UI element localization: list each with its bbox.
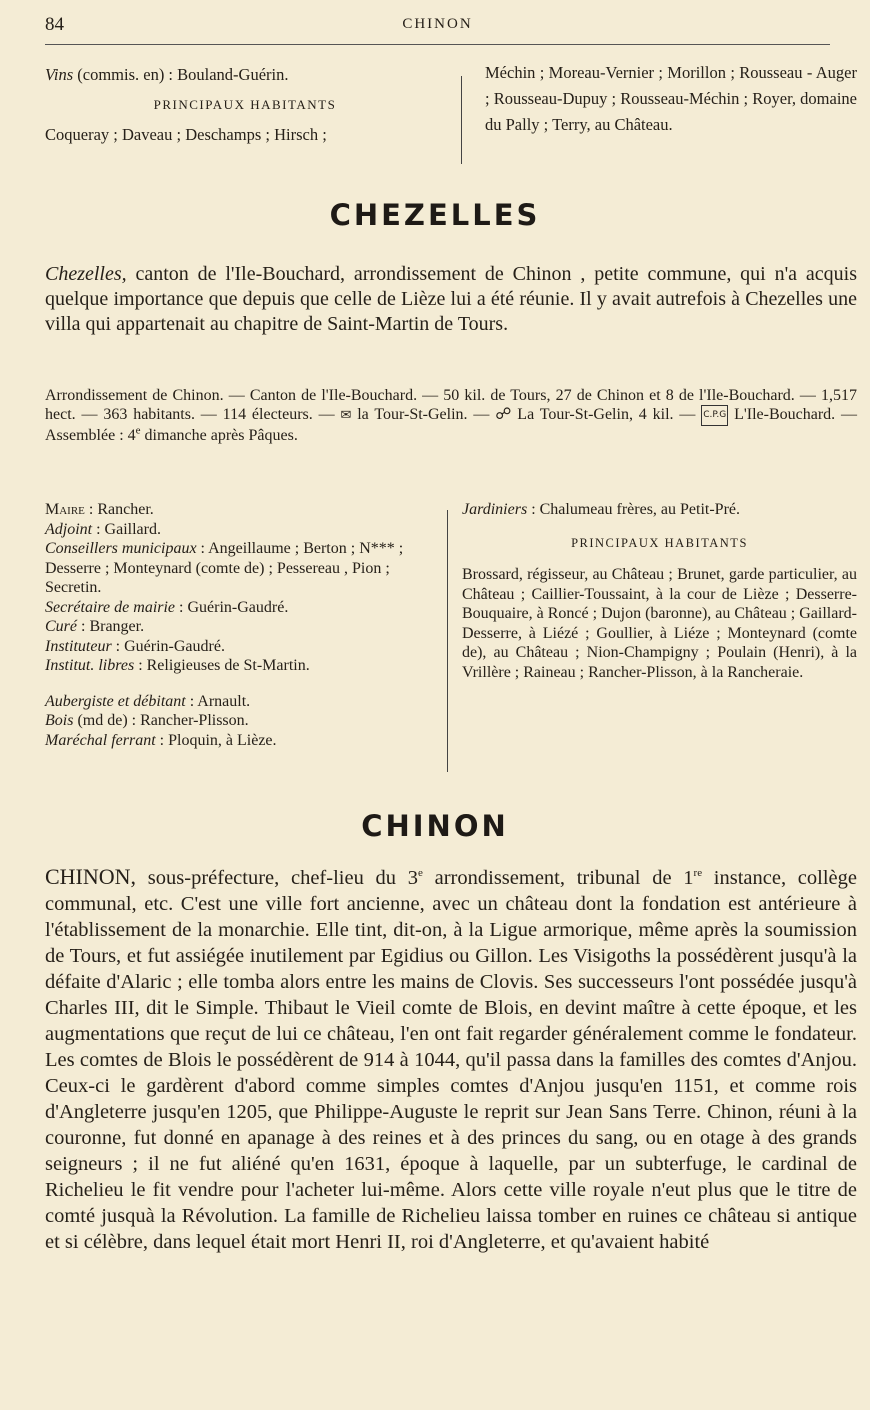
column-gap bbox=[45, 676, 435, 692]
aubergiste-label: Aubergiste et débitant bbox=[45, 692, 186, 710]
vins-label: Vins bbox=[45, 65, 74, 84]
chinon-sup-2: re bbox=[693, 867, 703, 880]
stats-part-c: La Tour-St-Gelin, 4 kil. — bbox=[511, 406, 702, 424]
previous-entry-left bbox=[45, 60, 445, 150]
cure-line bbox=[45, 617, 435, 637]
marechal-line bbox=[45, 731, 435, 751]
maire-line bbox=[45, 500, 435, 520]
maire-label: Maire bbox=[45, 501, 85, 518]
stats-part-d: L'Ile-Bouchard. — Assemblée : 4 bbox=[45, 406, 858, 444]
section-title-chinon: CHINON bbox=[361, 809, 509, 843]
jardiniers-label: Jardiniers bbox=[462, 501, 528, 518]
vins-value: (commis. en) : Bouland-Guérin. bbox=[73, 65, 289, 84]
chezelles-statistics bbox=[45, 386, 857, 445]
cure-label: Curé bbox=[45, 618, 77, 635]
running-header bbox=[45, 14, 830, 42]
chinon-text bbox=[45, 864, 857, 1255]
stats-sup: e bbox=[135, 424, 141, 437]
chezelles-residents-column bbox=[462, 500, 857, 682]
chezelles-officials-column bbox=[45, 500, 435, 750]
adjoint-label: Adjoint bbox=[45, 520, 93, 538]
header-rule bbox=[45, 44, 830, 45]
conseillers-value: : Angeillaume ; Berton ; N*** ; Desserre ; Monteynard (comte de) ; Pessereau , Pion ; Secretin. bbox=[45, 540, 404, 596]
conseillers-label: Conseillers municipaux bbox=[45, 540, 197, 557]
institut-libres-value: : Religieuses de St-Martin. bbox=[134, 657, 310, 674]
marechal-value: : Ploquin, à Lièze. bbox=[155, 731, 277, 749]
conseillers-line bbox=[45, 539, 435, 598]
habitants-line: Coqueray ; Daveau ; Deschamps ; Hirsch ; bbox=[45, 125, 327, 144]
telegraph-icon: ☍ bbox=[495, 406, 512, 424]
chezelles-intro bbox=[45, 262, 857, 337]
stats-part-b: la Tour-St-Gelin. — bbox=[351, 406, 496, 424]
chezelles-intro-text: canton de l'Ile-Bouchard, arrondissement de Chinon , petite commune, qui n'a acquis quelque importance que depuis que celle de Lièze lui a été réunie. Il y avait autrefois à Chezelles une villa qui appartenait au chapitre de Saint-Martin de Tours. bbox=[45, 263, 857, 335]
marechal-label: Maréchal ferrant bbox=[45, 731, 156, 749]
cpg-icon: C.P.G bbox=[701, 405, 728, 426]
bois-label: Bois bbox=[45, 712, 74, 729]
chinon-name: CHINON, bbox=[45, 864, 137, 889]
chezelles-intro-lead: Chezelles, bbox=[45, 263, 127, 285]
maire-value: : Rancher. bbox=[84, 501, 154, 518]
chinon-text-a: sous-préfecture, chef-lieu du 3 bbox=[136, 867, 419, 889]
institut-libres-label: Institut. libres bbox=[45, 657, 135, 674]
section-title-chezelles: CHEZELLES bbox=[329, 198, 541, 232]
chinon-text-b: arrondissement, tribunal de 1 bbox=[422, 867, 694, 889]
institut-libres-line bbox=[45, 656, 435, 676]
chinon-sup-1: e bbox=[418, 867, 423, 880]
secretaire-value: : Guérin-Gaudré. bbox=[175, 598, 289, 616]
stats-part-e: dimanche après Pâques. bbox=[140, 427, 298, 444]
instituteur-value: : Guérin-Gaudré. bbox=[111, 637, 225, 655]
adjoint-value: : Gaillard. bbox=[92, 520, 161, 538]
previous-entry-right: Méchin ; Moreau-Vernier ; Morillon ; Rousseau - Auger ; Rousseau-Dupuy ; Rousseau-Méchin ; Royer, domaine du Pally ; Terry, au Château. bbox=[485, 63, 857, 134]
bois-value: (md de) : Rancher-Plisson. bbox=[73, 712, 249, 729]
vins-line bbox=[45, 60, 445, 90]
page-number: 84 bbox=[45, 14, 64, 35]
jardiniers-line bbox=[462, 500, 857, 520]
chinon-text-c: instance, collège communal, etc. C'est une ville fort ancienne, avec un château dont la fondation est antérieure à l'établissement de la monarchie. Elle tint, dit-on, à la Ligue armorique, même après la soumission de Tours, et fut assiégée inutilement par Egidius ou Gillon. Les Visigoths la possédèrent jusqu'à la défaite d'Alaric ; elle tomba alors entre les mains de Clovis. Ses successeurs l'ont possédée jusqu'à Charles III, dit le Simple. Thibaut le Vieil comte de Blois, en devint maître à cette époque, et les augmentations que reçut de lui ce château, l'en ont fait regarder généralement comme le fondateur. Les comtes de Blois le possédèrent de 914 à 1044, qu'il passa dans la familles des comtes d'Anjou. Ceux-ci le gardèrent d'abord comme simples comtes d'Anjou jusqu'en 1151, et comme rois d'Angleterre jusqu'en 1205, que Philippe-Auguste le reprit sur Jean Sans Terre. Chinon, réuni à la couronne, fut donné en apanage à des reines et à des princes du sang, ou en otage à des grands seigneurs ; il ne fut aliéné qu'en 1631, époque à laquelle, par un subterfuge, le cardinal de Richelieu le fit vendre pour l'acheter lui-même. Alors cette ville royale n'eut plus que le titre de comté jusquà la Révolution. La famille de Richelieu laissa tomber en ruines ce château si antique et si célèbre, dans lequel était mort Henri II, roi d'Angleterre, et qu'avaient habité bbox=[45, 867, 857, 1253]
adjoint-line bbox=[45, 520, 435, 540]
principaux-habitants-heading-2: PRINCIPAUX HABITANTS bbox=[571, 535, 748, 550]
instituteur-line bbox=[45, 637, 435, 657]
column-divider-top bbox=[461, 76, 462, 164]
running-title: CHINON bbox=[402, 16, 473, 32]
column-divider-chezelles bbox=[447, 510, 448, 772]
bois-line bbox=[45, 711, 435, 731]
aubergiste-line bbox=[45, 692, 435, 712]
jardiniers-value: : Chalumeau frères, au Petit-Pré. bbox=[527, 501, 741, 518]
secretaire-line bbox=[45, 598, 435, 618]
stats-part-a: Arrondissement de Chinon. — Canton de l'Ile-Bouchard. — 50 kil. de Tours, 27 de Chinon et 8 de l'Ile-Bouchard. — 1,517 hect. — 363 habitants. — 114 électeurs. — bbox=[45, 387, 857, 424]
aubergiste-value: : Arnault. bbox=[185, 692, 251, 710]
envelope-icon: ✉ bbox=[340, 407, 352, 423]
instituteur-label: Instituteur bbox=[45, 637, 112, 655]
secretaire-label: Secrétaire de mairie bbox=[45, 598, 176, 616]
habitants-list: Brossard, régisseur, au Château ; Brunet, garde particulier, au Château ; Caillier-Toussaint, à la cour de Lièze ; Desserre-Bouquaire, à Roncé ; Dujon (baronne), au Château ; Gaillard-Desserre, à Liézé ; Goullier, à Liéze ; Monteynard (comte de), au Château ; Nion-Champigny ; Poulain (Henri), à la Vrillère ; Raineau ; Rancher-Plisson, à la Rancheraie. bbox=[462, 566, 857, 681]
cure-value: : Branger. bbox=[77, 618, 145, 635]
principaux-habitants-heading: PRINCIPAUX HABITANTS bbox=[153, 97, 337, 112]
